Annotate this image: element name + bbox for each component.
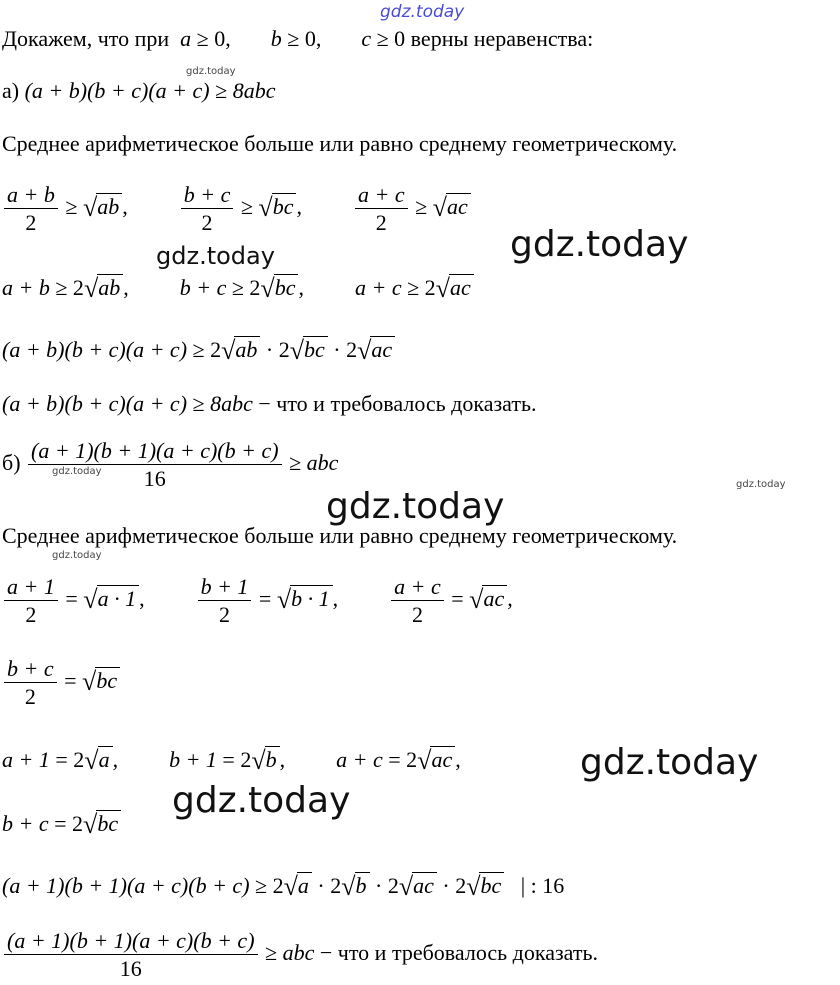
conclusion-a: − что и требовалось доказать. [258,391,537,416]
watermark-small: gdz.today [736,479,786,490]
result-a: (a + b)(b + c)(a + c) ≥ 8abc − что и требовалось доказать. [2,391,537,416]
sum-inequalities-a: a + b ≥ 2√ab , b + c ≥ 2√bc , a + c ≥ 2√ac [2,276,474,302]
divide-note: | : 16 [520,873,565,898]
watermark-large: gdz.today [326,486,505,527]
part-a-label: а) [2,78,20,103]
watermark-large: gdz.today [580,742,759,783]
watermark-medium: gdz.today [156,242,275,270]
part-a-rhs: 8abc [232,78,276,103]
intro-text: Докажем, что при [2,26,170,51]
part-b-label: б) [2,450,21,476]
part-a-statement: а) (a + b)(b + c)(a + c) ≥ 8abc [2,78,276,103]
intro-line: Докажем, что при a ≥ 0, b ≥ 0, c ≥ 0 верны неравенства: [2,26,594,51]
result-b: $\frac{(a + 1)(b + 1)(a + c)(b + c)}{16}$ ≥ abc − что и требовалось доказать. [2,930,598,980]
product-inequality-a: (a + b)(b + c)(a + c) ≥ 2√ab · 2√bc · 2√ac [2,338,395,364]
mean-equalities-b: $\frac{a + 1}{2}$ = √a · 1 , $\frac{b + 1}{2}$ = √b · 1 , $\frac{a + c}{2}$ = √ac , [2,576,513,626]
sum-equalities-b: a + 1 = 2√a , b + 1 = 2√b , a + c = 2√ac , [2,746,461,775]
conclusion-b: − что и требовалось доказать. [319,940,599,966]
watermark-large: gdz.today [172,780,351,821]
sum-equality-bc: b + c = 2√bc [2,812,121,838]
watermark-top: gdz.today [380,2,465,22]
intro-tail: верны неравенства: [410,26,594,51]
watermark-small: gdz.today [186,66,236,77]
part-b-denominator: 16 [143,466,166,491]
statement-line-b: Среднее арифметическое больше или равно среднему геометрическому. [2,523,678,548]
mean-equality-bc: $\frac{b + c}{2}$ = √bc [2,658,120,708]
watermark-small: gdz.today [52,466,102,477]
watermark-large: gdz.today [510,224,689,265]
watermark-small: gdz.today [52,550,102,561]
mean-inequalities-a: $\frac{a + b}{2}$ ≥ √ab , $\frac{b + c}{2}$ ≥ √bc , $\frac{a + c}{2}$ ≥ √ac [2,184,471,234]
product-inequality-b: (a + 1)(b + 1)(a + c)(b + c) ≥ 2√a · 2√b · 2√ac · 2√bc | : 16 [2,872,565,901]
part-b-statement: б) $\frac{(a + 1)(b + 1)(a + c)(b + c)}{16}$ ≥ abc [2,438,339,491]
statement-line: Среднее арифметическое больше или равно среднему геометрическому. [2,131,678,156]
